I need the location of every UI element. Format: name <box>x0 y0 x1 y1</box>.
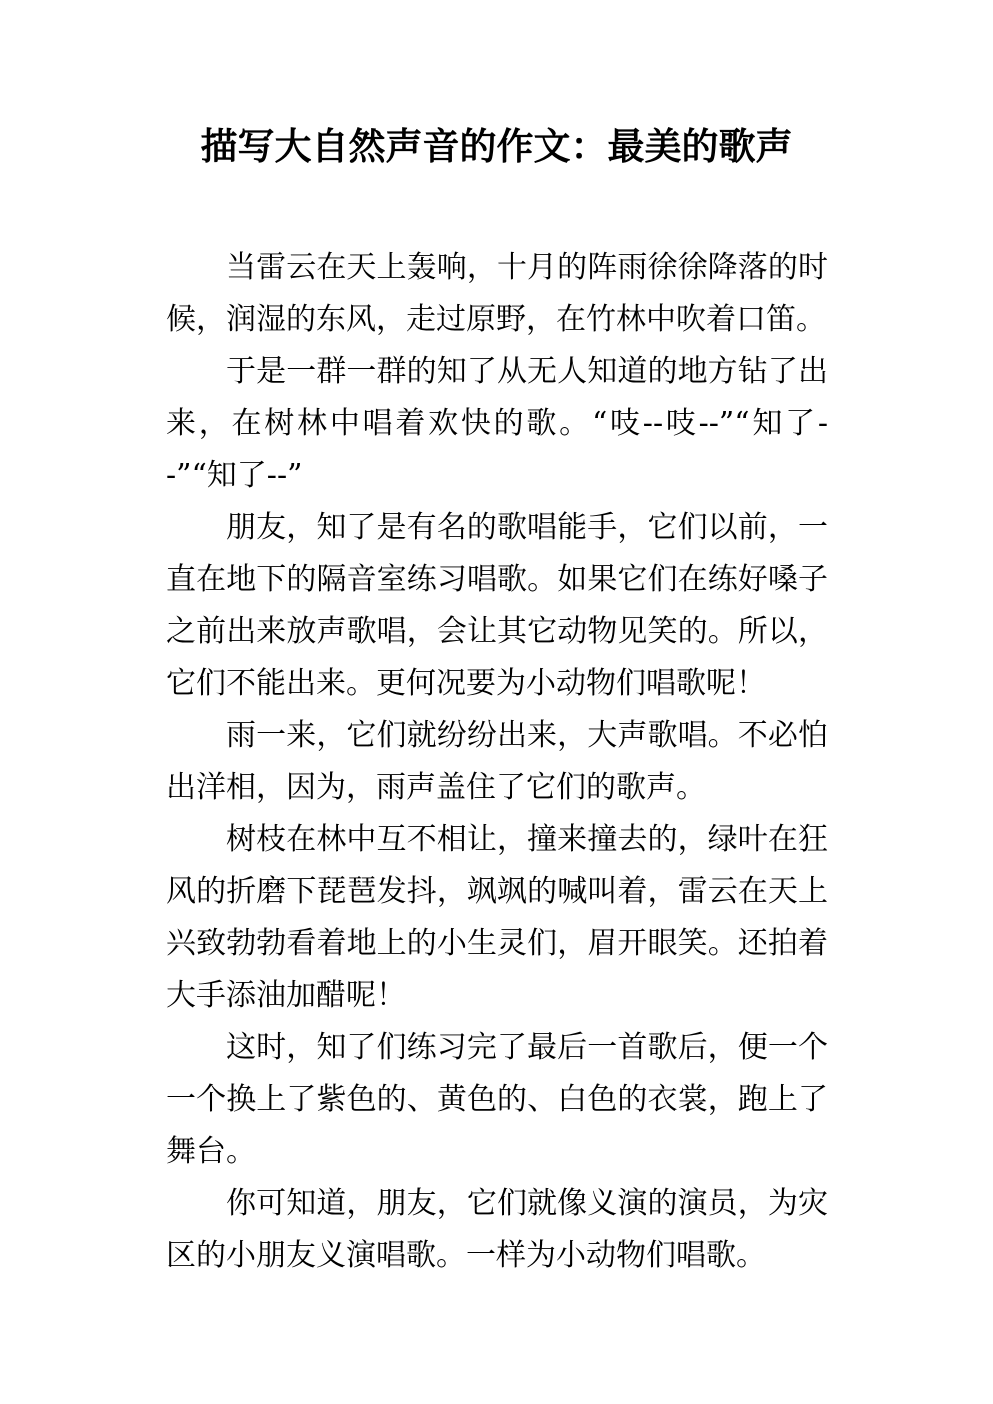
paragraph: 你可知道，朋友，它们就像义演的演员，为灾区的小朋友义演唱歌。一样为小动物们唱歌。 <box>166 1186 828 1273</box>
document-title: 描写大自然声音的作文：最美的歌声 <box>200 125 793 168</box>
paragraph: 树枝在林中互不相让，撞来撞去的，绿叶在狂风的折磨下琵琶发抖，飒飒的喊叫着，雷云在天上兴致勃勃看着地上的小生灵们，眉开眼笑。还拍着大手添油加醋呢！ <box>166 822 828 1013</box>
paragraph: 朋友，知了是有名的歌唱能手，它们以前，一直在地下的隔音室练习唱歌。如果它们在练好嗓子之前出来放声歌唱，会让其它动物见笑的。所以，它们不能出来。更何况要为小动物们唱歌呢！ <box>166 510 828 701</box>
paragraph: 这时，知了们练习完了最后一首歌后，便一个一个换上了紫色的、黄色的、白色的衣裳，跑上了舞台。 <box>166 1030 828 1169</box>
paragraph: 雨一来，它们就纷纷出来，大声歌唱。不必怕出洋相，因为，雨声盖住了它们的歌声。 <box>166 718 828 805</box>
document-body <box>166 242 828 1282</box>
paragraph: 当雷云在天上轰响，十月的阵雨徐徐降落的时候，润湿的东风，走过原野，在竹林中吹着口笛。 <box>166 250 828 337</box>
paragraph: 于是一群一群的知了从无人知道的地方钻了出来，在树林中唱着欢快的歌。“吱--吱--”“知了--”“知了--” <box>166 354 828 493</box>
